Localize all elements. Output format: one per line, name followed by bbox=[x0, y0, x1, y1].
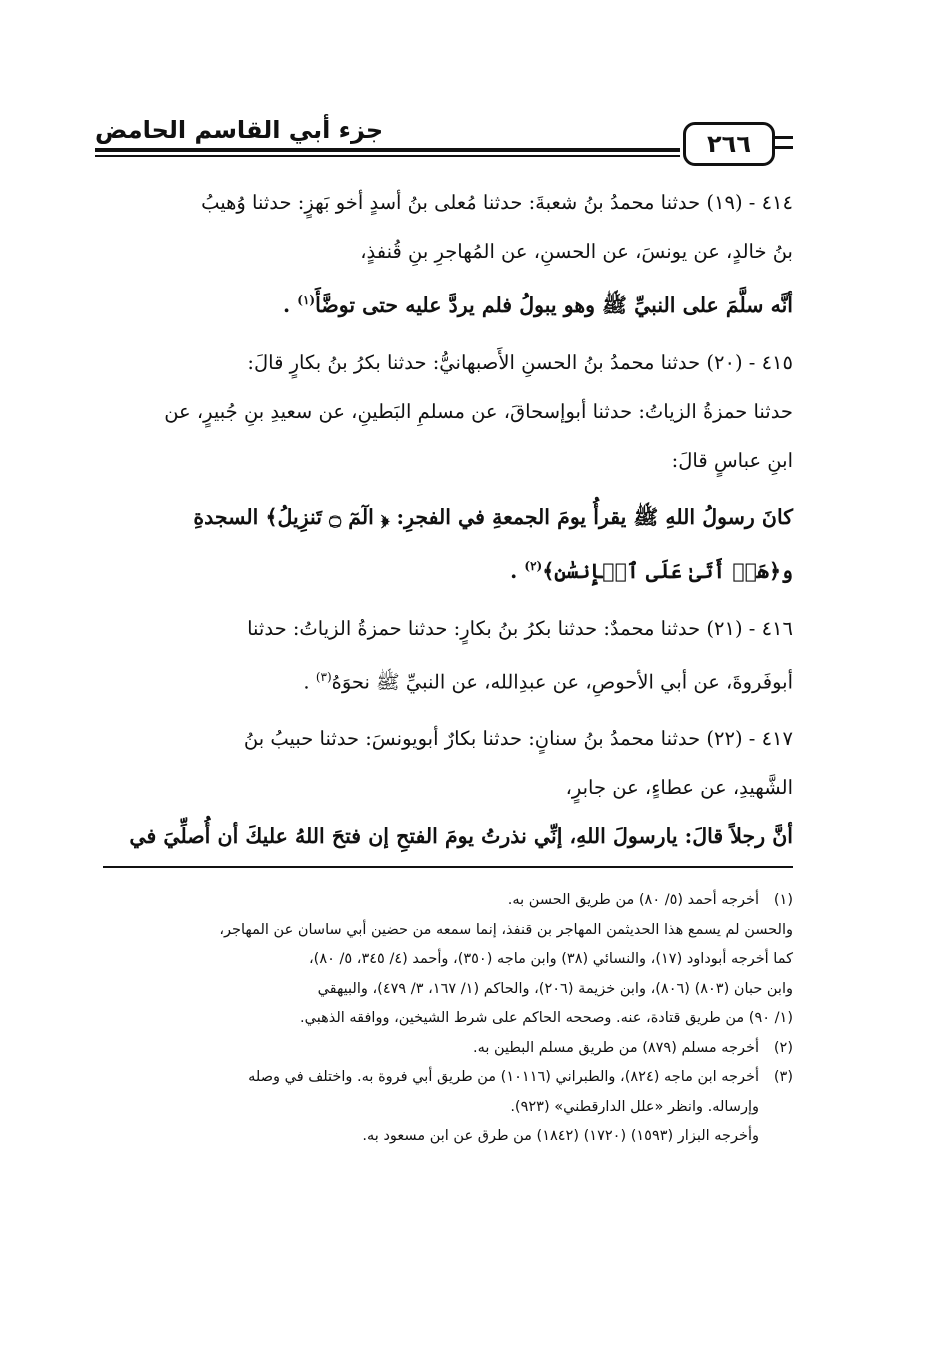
hadith-415-matn: كانَ رسولُ اللهِ ﷺ يقرأُ يومَ الجمعةِ في الفجرِ: ﴿ الٓمٓ ۝ تَنزِيلُ﴾ السجدةِ و﴿هَلۡ أَتَىٰ عَلَى ٱلۡإِنسَٰنِ﴾$^{(٢)}$ . bbox=[193, 504, 793, 583]
page-number: ٢٦٦ bbox=[683, 122, 775, 166]
hadith-415-isnad: ٤١٥ - (٢٠) حدثنا محمدُ بنُ الحسنِ الأَصبهانيُّ: حدثنا بكرُ بنُ بكارٍ قالَ: حدثنا حمزةُ الزياتُ: حدثنا أبوإسحاقَ، عن مسلمِ البَطينِ، عن سعيدِ بنِ جُبيرٍ، عن ابنِ عباسٍ قالَ: bbox=[164, 350, 793, 472]
footnotes bbox=[103, 886, 793, 1152]
footnote-1: (١)أخرجه أحمد (٥/ ٨٠) من طريق الحسن به. bbox=[507, 892, 793, 908]
page-header bbox=[95, 104, 795, 166]
hadith-417-matn: أنَّ رجلاً قالَ: يارسولَ اللهِ، إنِّي نذرتُ يومَ الفتحِ إن فتحَ اللهُ عليكَ أن أُصلِّيَ في bbox=[129, 824, 793, 849]
footnote-1-continued: والحسن لم يسمع هذا الحديثمن المهاجر بن قنفذ، إنما سمعه من حضين أبي ساسان عن المهاجر، كما أخرجه أبوداود (١٧)، والنسائي (٣٨) وابن ماجه (٣٥٠)، وأحمد (٤/ ٣٤٥، ٥/ ٨٠)، وابن حبان (٨٠٣) (٨٠٦)، وابن خزيمة (٢٠٦)، والحاكم (١/ ١٦٧، ٣/ ٤٧٩)، والبيهقي (١/ ٩٠) من طريق قتادة، عنه. وصححه الحاكم على شرط الشيخين، ووافقه الذهبي. bbox=[219, 921, 793, 1026]
header-rule-thick bbox=[95, 148, 680, 152]
hadith-417-isnad: ٤١٧ - (٢٢) حدثنا محمدُ بنُ سنانٍ: حدثنا بكارٌ أبويونسَ: حدثنا حبيبُ بنُ الشَّهيدِ، عن عطاءٍ، عن جابرٍ، bbox=[243, 727, 793, 800]
footnote-separator bbox=[103, 866, 793, 868]
footnote-ref: (٢) bbox=[524, 558, 543, 573]
footnote-ref: (٣) bbox=[315, 669, 332, 684]
main-text bbox=[103, 178, 793, 861]
footnote-ref: (١) bbox=[297, 293, 316, 307]
hadith-416: ٤١٦ - (٢١) حدثنا محمدٌ: حدثنا بكرُ بنُ بكارٍ: حدثنا حمزةُ الزياتُ: حدثنا أبوفَروةَ، عن أبي الأحوصِ، عن عبدِالله، عن النبيِّ ﷺ نحوَهُ$^{(٣)}$ . bbox=[247, 616, 793, 694]
hadith-414-isnad: ٤١٤ - (١٩) حدثنا محمدُ بنُ شعبةَ: حدثنا مُعلى بنُ أسدٍ أخو بَهزٍ: حدثنا وُهيبُ بنُ خالدٍ، عن يونسَ، عن الحسنِ، عن المُهاجرِ بنِ قُنفذٍ، bbox=[201, 191, 793, 263]
running-title: جزء أبي القاسم الحامض bbox=[95, 116, 384, 144]
footnote-3-continued: وإرساله. وانظر «علل الدارقطني» (٩٢٣). وأخرجه البزار (١٥٩٣) (١٧٢٠) (١٨٤٢) من طرق عن ابن مسعود به. bbox=[362, 1098, 759, 1144]
hadith-414-matn: أنَّه سلَّمَ على النبيِّ ﷺ وهو يبولُ فلم يردَّ عليه حتى توضَّأَ$^{(١)}$ . bbox=[282, 292, 793, 317]
header-rule-thin bbox=[95, 155, 680, 157]
footnote-3: (٣)أخرجه ابن ماجه (٨٢٤)، والطبراني (١٠١١٦) من طريق أبي فروة به. واختلف في وصله bbox=[248, 1069, 793, 1085]
footnote-2: (٢)أخرجه مسلم (٨٧٩) من طريق مسلم البطين به. bbox=[472, 1039, 793, 1056]
